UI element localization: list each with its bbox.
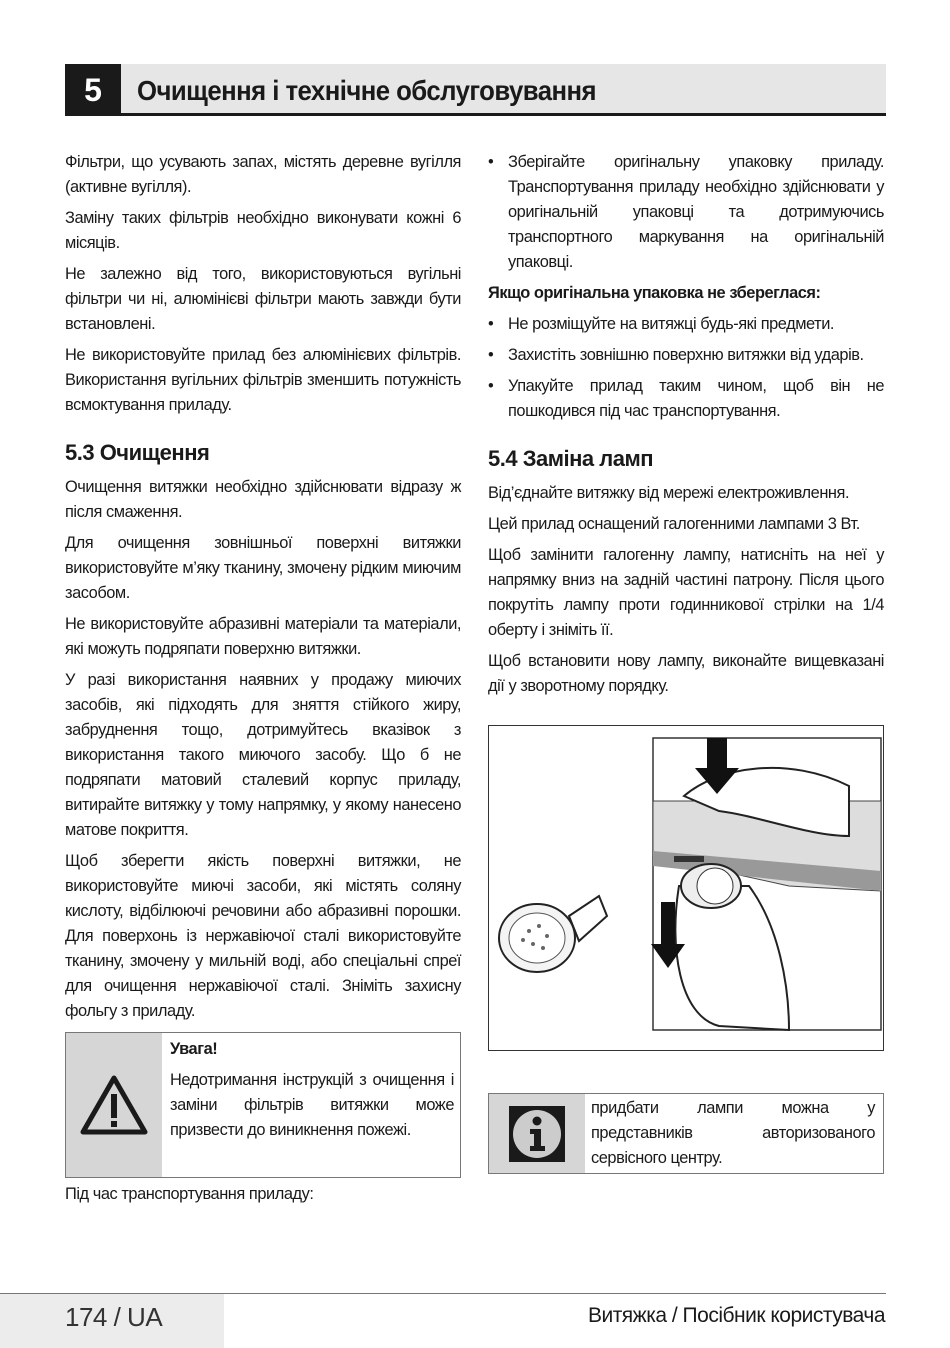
right-column [488, 150, 884, 1174]
bullet-item: • Упакуйте прилад таким чином, щоб він не пошкодився під час транспортування. [488, 374, 884, 424]
subsection-title: 5.3 Очищення [65, 440, 210, 465]
lamp-replacement-illustration [488, 725, 884, 1051]
paragraph: Очищення витяжки необхідно здійснювати відразу ж після смаження. [65, 478, 461, 521]
info-box [488, 1093, 884, 1174]
info-text: придбати лампи можна у представників авторизованого сервісного центру. [591, 1099, 875, 1167]
warning-box [65, 1032, 461, 1178]
paragraph: Цей прилад оснащений галогенними лампами 3 Вт. [488, 515, 860, 533]
paragraph: Заміну таких фільтрів необхідно виконувати кожні 6 місяців. [65, 209, 461, 252]
paragraph: Для очищення зовнішньої поверхні витяжки використовуйте м’яку тканину, змочену рідким миючим засобом. [65, 534, 461, 602]
bullet-item: • Захистіть зовнішню поверхню витяжки від ударів. [488, 343, 884, 368]
transport-intro: Під час транспортування приладу: [65, 1185, 314, 1203]
warning-text: Недотримання інструкцій з очищення і заміни фільтрів витяжки може призвести до виникнення пожежі. [170, 1071, 454, 1139]
paragraph: Щоб встановити нову лампу, виконайте вищевказані дії у зворотному порядку. [488, 652, 884, 695]
section-header [65, 64, 886, 116]
section-number: 5 [65, 64, 121, 116]
left-column [65, 150, 461, 1213]
subsection-title: 5.4 Заміна ламп [488, 446, 654, 471]
paragraph: Щоб зберегти якість поверхні витяжки, не використовуйте миючі засоби, які містять соляну кислоту, відбілюючі речовини або абразивні порошки. Для поверхонь із нержавіючої сталі використовуйте тканину, змочену у мильній воді, або спеціальні спреї для очищення нержавіючої сталі. Зніміть захисну фольгу з приладу. [65, 852, 461, 1020]
paragraph: Не залежно від того, використовуються вугільні фільтри чи ні, алюмінієві фільтри мають завжди бути встановлені. [65, 265, 461, 333]
paragraph: Від’єднайте витяжку від мережі електроживлення. [488, 484, 850, 502]
paragraph: У разі використання наявних у продажу миючих засобів, які підходять для зняття стійкого жиру, забруднення тощо, дотримуйтесь вказівок з використання такого миючого засобу. Що б не подряпати матовий сталевий корпус приладу, витирайте витяжку у тому напрямку, у якому нанесено матове покриття. [65, 671, 461, 839]
bullet-item: • Не розміщуйте на витяжці будь-які предмети. [488, 312, 884, 337]
paragraph: Фільтри, що усувають запах, містять деревне вугілля (активне вугілля). [65, 153, 461, 196]
subheading: Якщо оригінальна упаковка не збереглася: [488, 284, 821, 302]
footer-title: Витяжка / Посібник користувача [587, 1304, 885, 1327]
paragraph: Не використовуйте абразивні матеріали та матеріали, які можуть подряпати поверхню витяжки. [65, 615, 461, 658]
info-icon [489, 1094, 585, 1173]
bullet-item: • Зберігайте оригінальну упаковку приладу. Транспортування приладу необхідно здійснювати у оригінальній упаковці та дотримуючись транспортного маркування на оригінальній упаковці. [488, 150, 884, 275]
warning-title: Увага! [170, 1040, 218, 1058]
paragraph: Щоб замінити галогенну лампу, натисніть на неї у напрямку вниз на задній частині патрону. Після цього покрутіть лампу проти годинникової стрілки на 1/4 оберту і зніміть її. [488, 546, 884, 639]
page-number: 174 / UA [65, 1302, 163, 1332]
section-title: Очищення і технічне обслуговування [137, 75, 596, 106]
warning-triangle-icon [66, 1033, 162, 1177]
paragraph: Не використовуйте прилад без алюмінієвих фільтрів. Використання вугільних фільтрів зменшить потужність всмоктування приладу. [65, 346, 461, 414]
